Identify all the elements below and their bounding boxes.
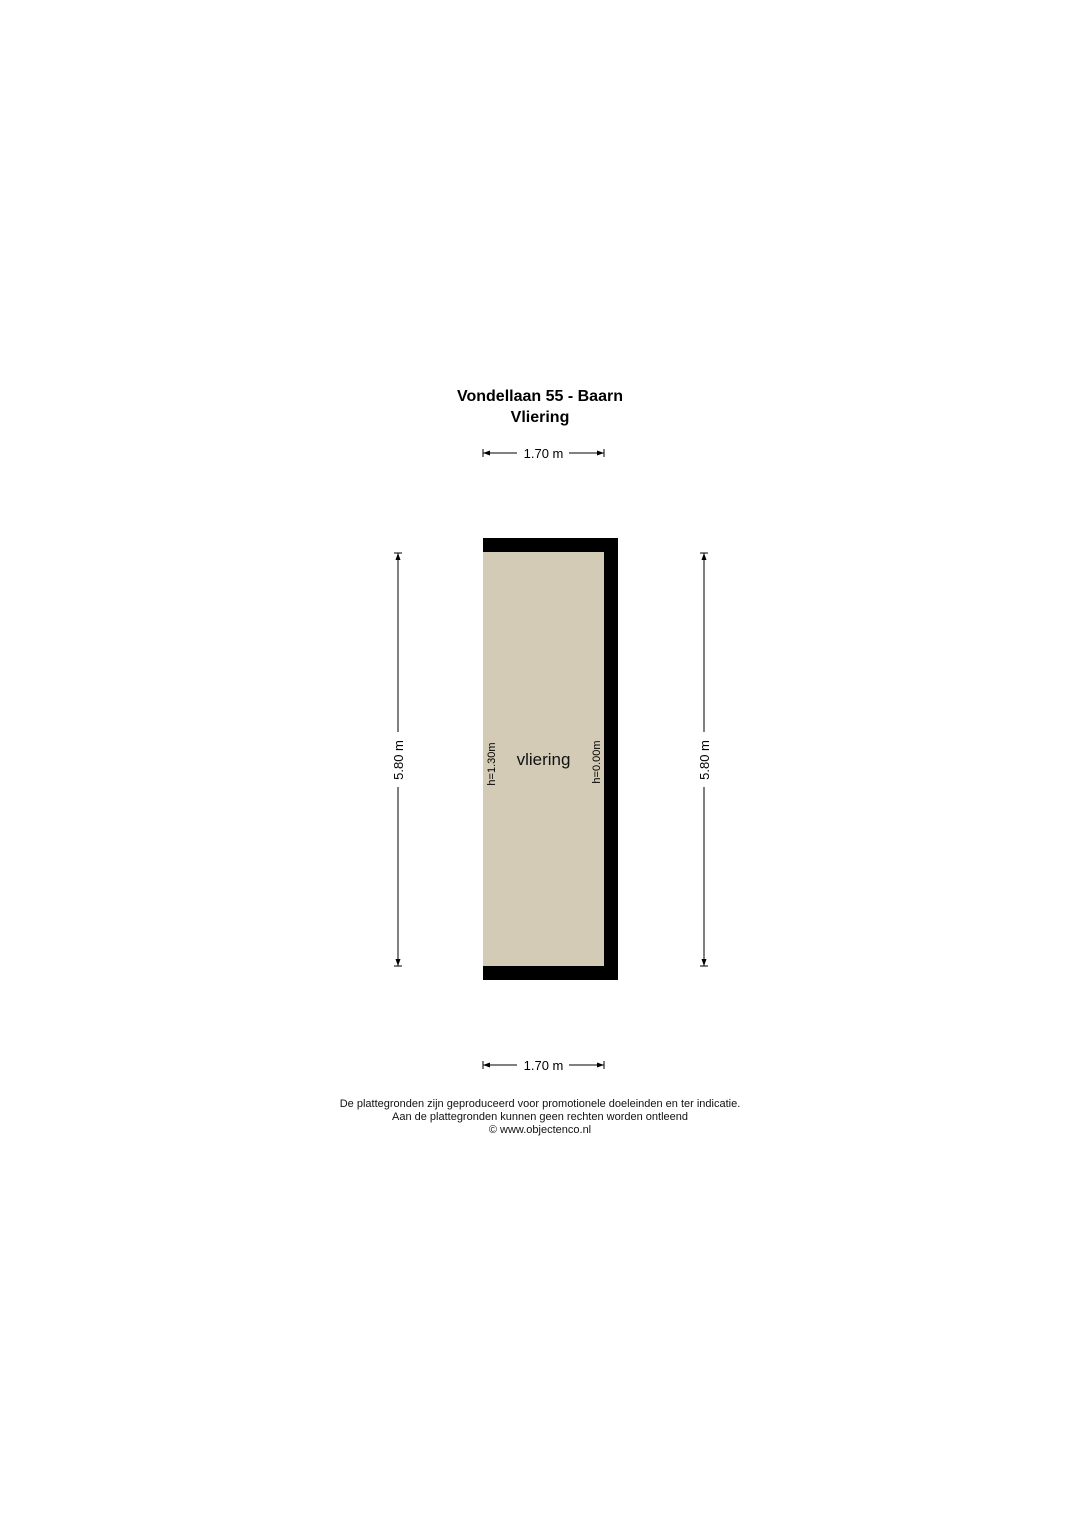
bottom-width-dimension — [483, 1058, 604, 1073]
copyright-line: © www.objectenco.nl — [488, 1124, 592, 1136]
floor-name: Vliering — [510, 409, 570, 426]
height-left-label: h=1.30m — [486, 742, 498, 786]
left-height-dimension — [391, 553, 406, 966]
disclaimer-line-2: Aan de plattegronden kunnen geen rechten worden ontleend — [391, 1111, 688, 1123]
room-label: vliering — [516, 750, 571, 769]
right-height-dimension — [697, 553, 712, 966]
top-width-label: 1.70 m — [523, 446, 564, 461]
disclaimer-line-1: De plattegronden zijn geproduceerd voor promotionele doeleinden en ter indicatie. — [339, 1098, 741, 1110]
bottom-width-label: 1.70 m — [523, 1058, 564, 1073]
room-vliering — [483, 538, 618, 980]
height-right-label: h=0.00m — [591, 740, 603, 784]
left-height-label: 5.80 m — [391, 740, 406, 780]
right-height-label: 5.80 m — [697, 740, 712, 780]
plan-title: Vondellaan 55 - Baarn — [457, 388, 623, 405]
top-width-dimension — [483, 446, 604, 461]
